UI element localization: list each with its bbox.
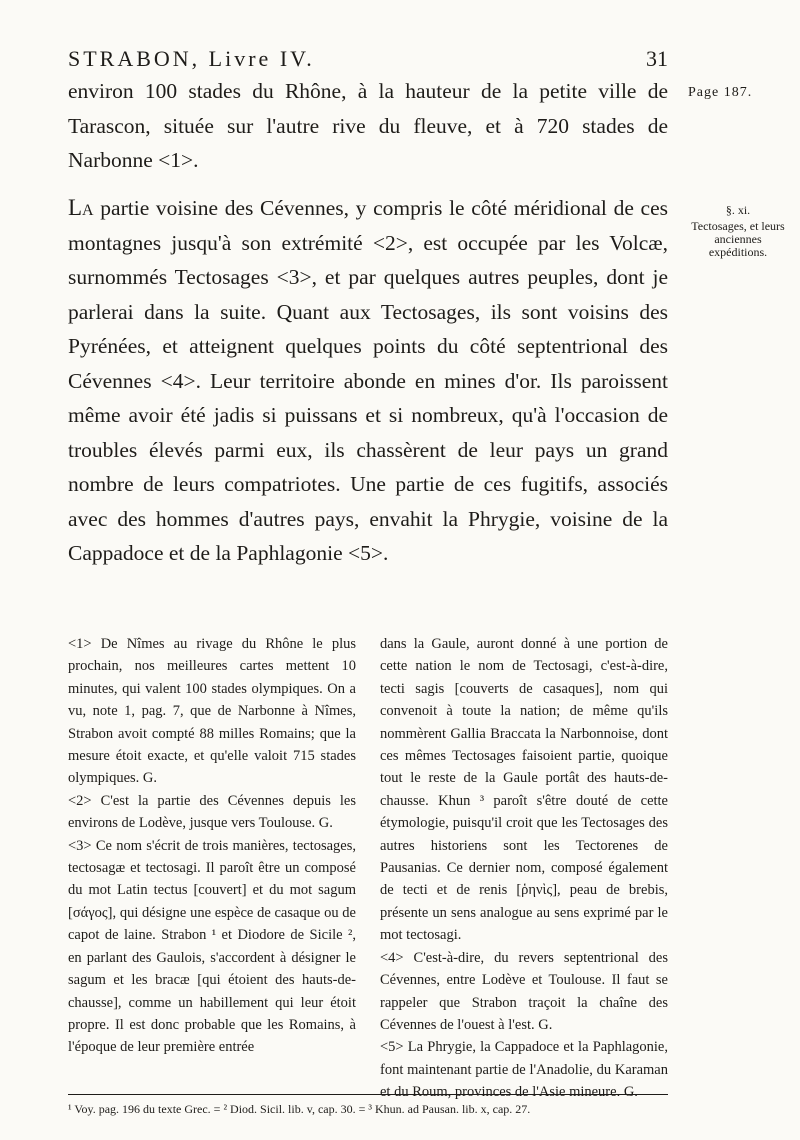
margin-page-reference: Page 187. bbox=[688, 85, 753, 100]
main-text-opening bbox=[68, 74, 668, 178]
margin-section-number: §. xi. bbox=[725, 203, 751, 217]
footnote-rule bbox=[68, 1094, 668, 1095]
main-paragraph-2-text: partie voisine des Cévennes, y compris le côté méridional de ces montagnes jusqu'à son extrémité <2>, est occupée par les Volcæ, surnommés Tectosages <3>, et par quelques autres peuples, dont je parlerai dans la suite. Quant aux Tectosages, ils sont voisins des Pyrénées, et atteignent quelques points du côté septentrional des Cévennes <4>. Leur territoire abonde en mines d'or. Ils paroissent même avoir été jadis si puissans et si nombreux, qu'à l'occasion de troubles élevés parmi eux, ils chassèrent de leur pays un grand nombre de leurs compatriotes. Une partie de ces fugitifs, associés avec des hommes d'autres pays, envahit la Phrygie, voisine de la Cappadoce et de la Paphlagonie <5>. bbox=[68, 196, 668, 565]
main-paragraph-1: environ 100 stades du Rhône, à la hauteur de la petite ville de Tarascon, située sur l'autre rive du fleuve, et à 720 stades de Narbonne <1>. bbox=[68, 79, 668, 172]
main-paragraph-2 bbox=[68, 191, 668, 571]
margin-section-note bbox=[688, 204, 788, 259]
page-number: 31 bbox=[646, 46, 668, 71]
note-3-continued: dans la Gaule, auront donné à une portion de cette nation le nom de Tectosagi, c'est-à-dire, tecti sagis [couverts de casaques], nom qui convenoit à toute la nation; de même qu'ils nommèrent Gallia Braccata la Narbonnoise, dont ces mêmes Tectosages faisoient partie, quoique tout le reste de la Gaule portât des hauts-de-chausse. Khun ³ paroît s'être douté de cette étymologie, puisqu'il croit que les Tectosages des autres historiens sont les Tectorenes de Pausanias. Ce dernier nom, composé également de tecti et de renis [ῥηνὶς], peau de brebis, présente un sens analogue au sens exprimé par le mot tectosagi. bbox=[380, 636, 668, 944]
footnote-references: ¹ Voy. pag. 196 du texte Grec. = ² Diod. Sicil. lib. v, cap. 30. = ³ Khun. ad Pausan. lib. x, cap. 27. bbox=[68, 1102, 531, 1116]
note-4: <4> C'est-à-dire, du revers septentrional des Cévennes, entre Lodève et Toulouse. Il faut se rappeler que Strabon traçoit la chaîne des Cévennes de l'ouest à l'est. G. bbox=[380, 949, 668, 1033]
note-5: <5> La Phrygie, la Cappadoce et la Paphlagonie, font maintenant partie de l'Anadolie, du Karaman et du Roum, provinces de l'Asie mineure. G. bbox=[380, 1039, 668, 1101]
notes-right-column bbox=[380, 633, 668, 1104]
paragraph-lead-word: La bbox=[68, 195, 94, 220]
main-text-body bbox=[68, 191, 668, 571]
running-header bbox=[68, 46, 668, 72]
note-3: <3> Ce nom s'écrit de trois manières, tectosages, tectosagæ et tectosagi. Il paroît être un composé du mot Latin tectus [couvert] et du mot sagum [σάγος], qui désigne une espèce de casaque ou de capot de laine. Strabon ¹ et Diodore de Sicile ², en parlant des Gaulois, s'accordent à désigner le sagum et les bracæ [qui étoient des hauts-de-chausse], comme un habillement qui leur étoit propre. Il est donc probable que les Romains, à l'époque de leur première entrée bbox=[68, 837, 356, 1056]
notes-left-column bbox=[68, 633, 356, 1104]
margin-summary: Tectosages, et leurs anciennes expéditions. bbox=[691, 219, 785, 259]
note-1: <1> De Nîmes au rivage du Rhône le plus prochain, nos meilleures cartes mettent 10 minutes, qui valent 100 stades olympiques. On a vu, note 1, pag. 7, que de Narbonne à Nîmes, Strabon avoit compté 88 milles Romains; que la mesure étoit exacte, et qu'elle valoit 715 stades olympiques. G. bbox=[68, 636, 356, 787]
running-title: STRABON, Livre IV. bbox=[68, 46, 315, 71]
notes-section bbox=[68, 633, 668, 1104]
note-2: <2> C'est la partie des Cévennes depuis les environs de Lodève, jusque vers Toulouse. G. bbox=[68, 792, 356, 832]
